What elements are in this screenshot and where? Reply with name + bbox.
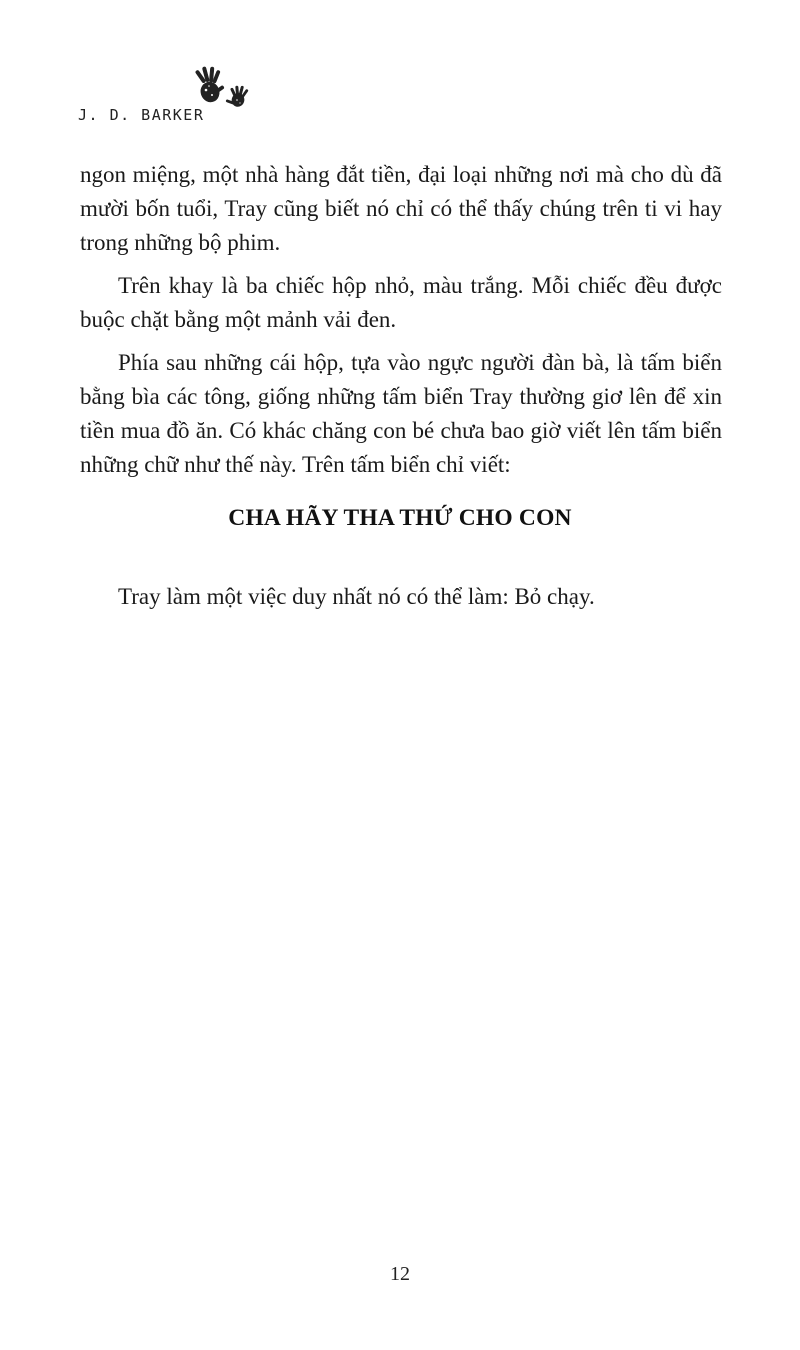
- paragraph: ngon miệng, một nhà hàng đắt tiền, đại loại những nơi mà cho dù đã mười bốn tuổi, Tray cũng biết nó chỉ có thể thấy chúng trên ti vi hay trong những bộ phim.: [80, 162, 722, 255]
- author-name: J. D. BARKER: [78, 106, 205, 124]
- sign-text: CHA HÃY THA THỨ CHO CON: [228, 505, 572, 531]
- closing-line: Tray làm một việc duy nhất nó có thể làm: Bỏ chạy.: [118, 584, 595, 609]
- paragraph: Trên khay là ba chiếc hộp nhỏ, màu trắng. Mỗi chiếc đều được buộc chặt bằng một mảnh vải đen.: [80, 273, 722, 332]
- body-text: [80, 158, 722, 491]
- running-header: [78, 60, 378, 130]
- page-number: 12: [390, 1263, 410, 1285]
- paragraph: Phía sau những cái hộp, tựa vào ngực người đàn bà, là tấm biển bằng bìa các tông, giống những tấm biển Tray thường giơ lên để xin tiền mua đồ ăn. Có khác chăng con bé chưa bao giờ viết lên tấm biển những chữ như thế này. Trên tấm biển chỉ viết:: [80, 350, 722, 477]
